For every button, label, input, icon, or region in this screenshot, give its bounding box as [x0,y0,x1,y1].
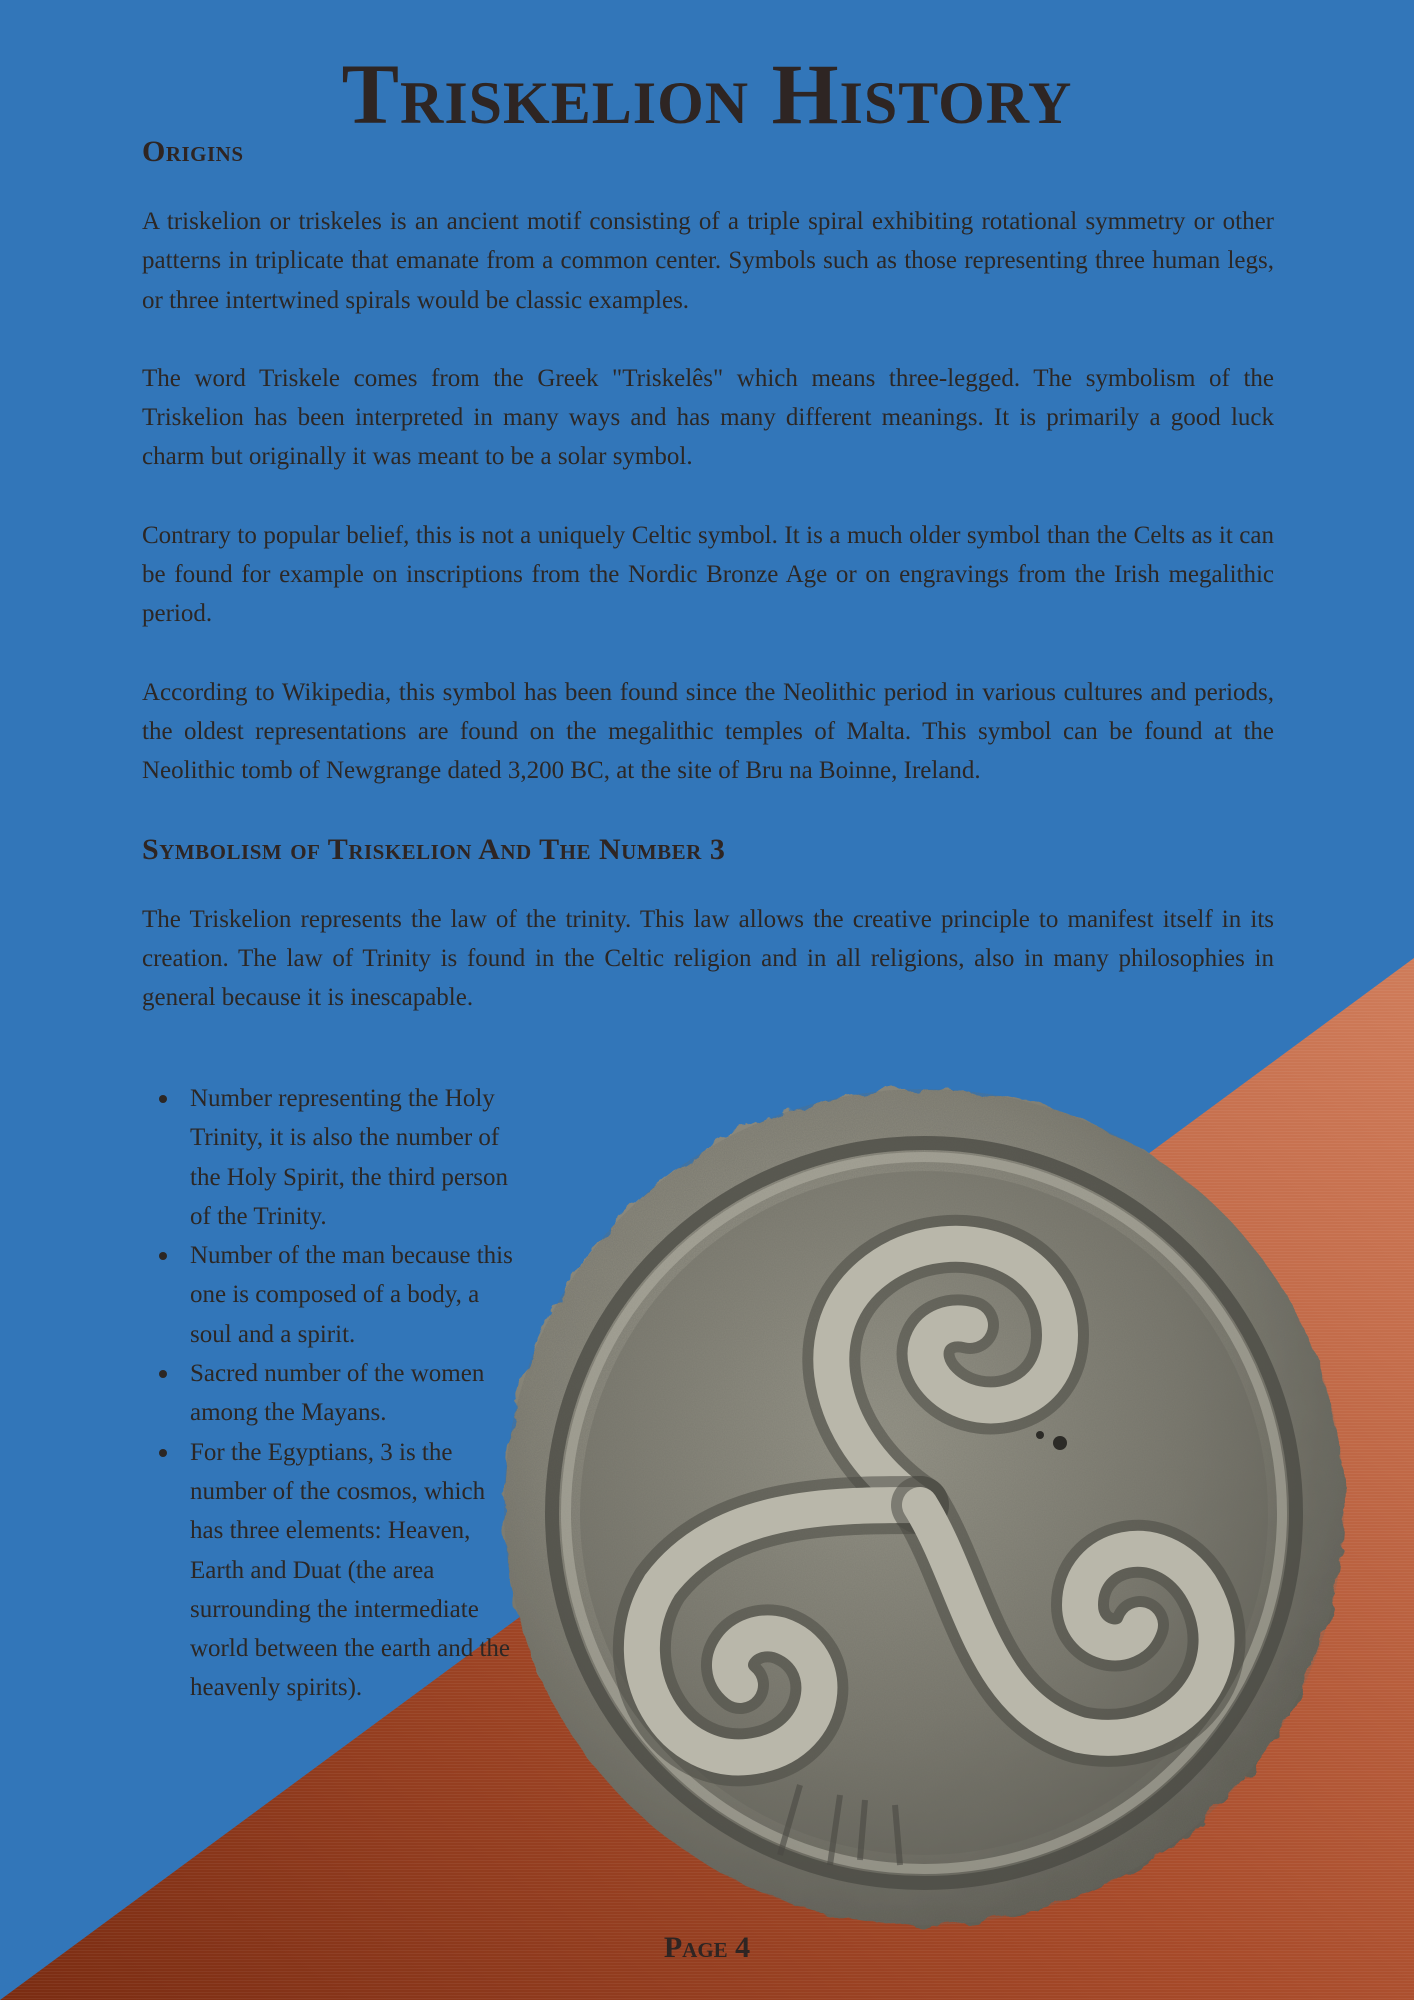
triskelion-stone-carving [500,1085,1348,1930]
list-item: Number of the man because this one is composed of a body, a soul and a spirit. [142,1236,522,1354]
paragraph: The Triskelion represents the law of the trinity. This law allows the creative principle to manifest itself in its creation. The law of Trinity is found in the Celtic religion and in all religions, also in many philosophies in general because it is inescapable. [142,905,1274,1012]
section-heading-symbolism: Symbolism of Triskelion And The Number 3 [142,832,726,866]
page-number: Page 4 [663,1931,751,1964]
section-heading-origins: Origins [142,135,244,168]
paragraph: The word Triskele comes from the Greek "Triskelês" which means three-legged. The symbolism of the Triskelion has been interpreted in many ways and has many different meanings. It is primarily a good luck charm but originally it was meant to be a solar symbol. [142,364,1274,471]
list-item: Number representing the Holy Trinity, it is also the number of the Holy Spirit, the third person of the Trinity. [142,1079,522,1236]
list-item: For the Egyptians, 3 is the number of the cosmos, which has three elements: Heaven, Earth and Duat (the area surrounding the intermediate world between the earth and the heavenly spirits). [142,1433,522,1708]
list-item: Sacred number of the women among the Mayans. [142,1354,522,1433]
page-title: Triskelion History [341,46,1073,142]
paragraph: Contrary to popular belief, this is not a uniquely Celtic symbol. It is a much older symbol than the Celts as it can be found for example on inscriptions from the Nordic Bronze Age or on engravings from the Irish megalithic period. [142,521,1274,628]
main-content [142,132,1274,1056]
bullet-list [142,1079,522,1708]
paragraph: A triskelion or triskeles is an ancient motif consisting of a triple spiral exhibiting rotational symmetry or other patterns in triplicate that emanate from a common center. Symbols such as those representing three human legs, or three intertwined spirals would be classic examples. [142,208,1274,314]
paragraph: According to Wikipedia, this symbol has been found since the Neolithic period in various cultures and periods, the oldest representations are found on the megalithic temples of Malta. This symbol can be found at the Neolithic tomb of Newgrange dated 3,200 BC, at the site of Bru na Boinne, Ireland. [142,678,1274,785]
